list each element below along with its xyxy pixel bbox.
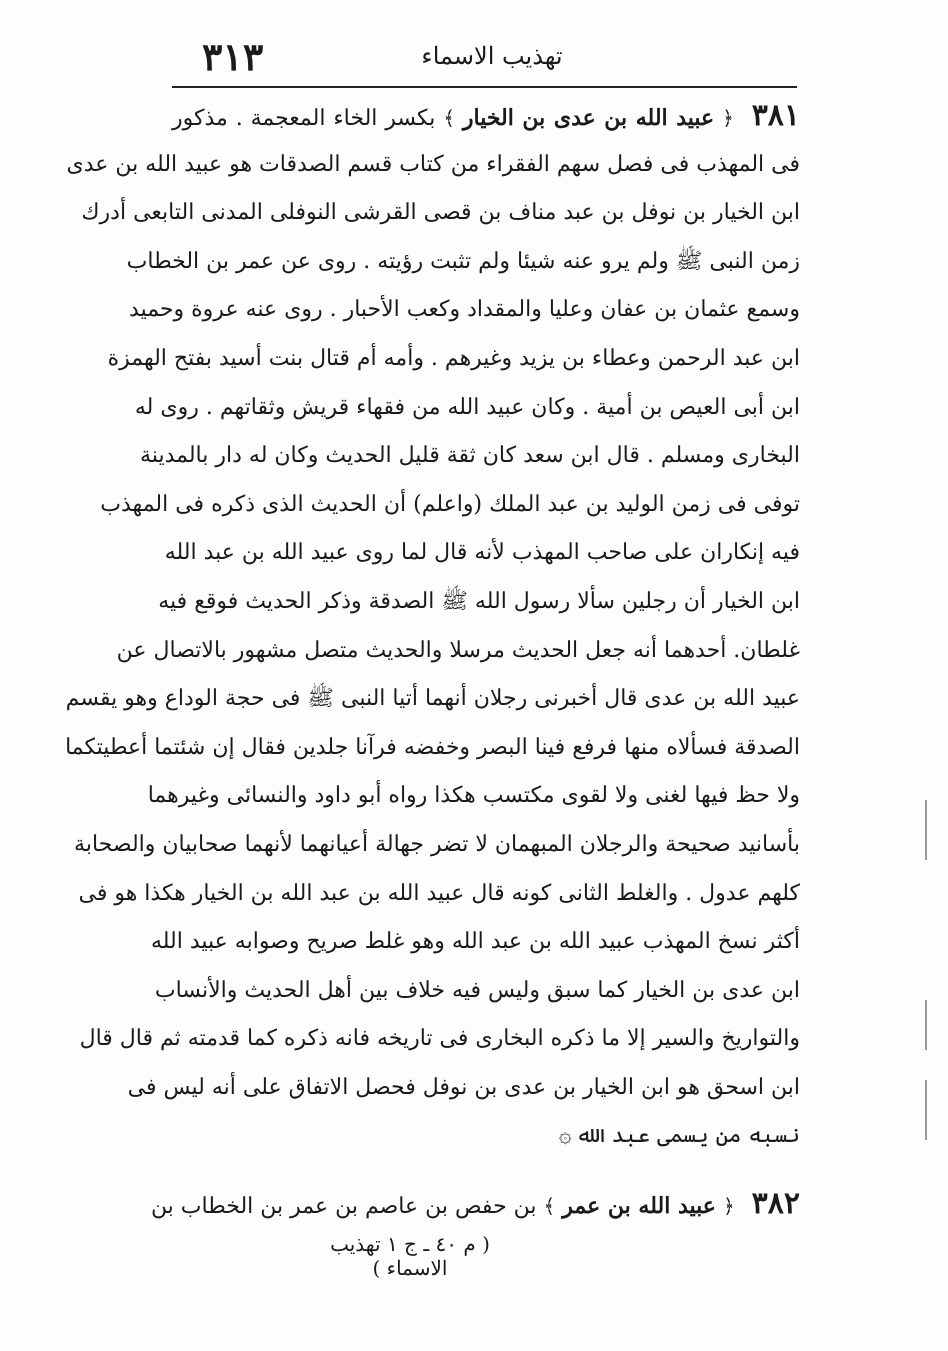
text-line: بن حفص بن عاصم بن عمر بن الخطاب بن — [150, 1194, 537, 1219]
text-line: زمن النبى ﷺ ولم يرو عنه شيئا ولم تثبت رؤيته . روى عن عمر بن الخطاب — [126, 248, 800, 274]
text-line: الصدقة فسألاه منها فرفع فينا البصر وخفضه فرآنا جلدين فقال إن شئتما أعطيتكما — [65, 734, 800, 760]
ornament-close: ﴾ — [443, 106, 455, 130]
text-line: البخارى ومسلم . قال ابن سعد كان ثقة قليل الحديث وكان له دار بالمدينة — [140, 443, 800, 469]
scan-margin-mark — [925, 800, 927, 860]
text-line: بكسر الخاء المعجمة . مذكور — [172, 106, 436, 131]
page-number: ٣١٣ — [202, 34, 264, 79]
text-line: كلهم عدول . والغلط الثانى كونه قال عبيد الله بن عبد الله بن الخيار هكذا هو فى — [78, 880, 800, 906]
text-line: غلطان. أحدهما أنه جعل الحديث مرسلا والحديث متصل مشهور بالاتصال عن — [116, 637, 800, 663]
text-line: ابن عدى بن الخيار كما سبق وليس فيه خلاف بين أهل الحديث والأنساب — [154, 977, 800, 1003]
entry-name: عبيد الله بن عدى بن الخيار — [462, 105, 715, 131]
text-line: والتواريخ والسير إلا ما ذكره البخارى فى تاريخه فانه ذكره كما قدمته ثم قال قال — [79, 1026, 800, 1052]
ornament-open: ﴿ — [722, 1194, 735, 1218]
text-line: ابن اسحق هو ابن الخيار بن عدى بن نوفل فحصل الاتفاق على أنه ليس فى — [127, 1074, 800, 1100]
entry-name: عبيد الله بن عمر — [562, 1193, 716, 1219]
text-line: بأسانيد صحيحة والرجلان المبهمان لا تضر جهالة أعيانهما لأنهما صحابيان والصحابة — [74, 831, 800, 857]
text-line: توفى فى زمن الوليد بن عبد الملك (واعلم) أن الحديث الذى ذكره فى المهذب — [100, 491, 800, 517]
entry-382 — [150, 1180, 800, 1229]
scan-margin-mark — [925, 1080, 927, 1140]
text-line: وسمع عثمان بن عفان وعليا والمقداد وكعب الأحبار . روى عنه عروة وحميد — [129, 297, 800, 323]
scan-margin-mark — [925, 1000, 927, 1050]
entry-number: ٣٨١ — [751, 98, 801, 133]
ornament-open: ﴿ — [722, 106, 734, 130]
text-line: فى المهذب فى فصل سهم الفقراء من كتاب قسم الصدقات هو عبيد الله بن عدى — [66, 151, 800, 177]
running-title: تهذيب الاسماء — [421, 42, 563, 70]
text-line: ابن الخيار بن نوفل بن عبد مناف بن قصى القرشى النوفلى المدنى التابعى أدرك — [81, 200, 800, 226]
signature-mark: ( م ٤٠ ـ ج ١ تهذيب الاسماء ) — [330, 1232, 490, 1280]
entry-382-heading-line — [150, 1180, 800, 1229]
entry-381 — [65, 92, 801, 1161]
entry-381-heading-line — [172, 92, 800, 141]
text-line: أكثر نسخ المهذب عبيد الله بن عبد الله وهو غلط صريح وصوابه عبيد الله — [150, 929, 800, 955]
text-line: نسبه من يسمى عبد الله ۞ — [558, 1123, 800, 1149]
page-header — [172, 28, 797, 82]
text-line: عبيد الله بن عدى قال أخبرنى رجلان أنهما أتيا النبى ﷺ فى حجة الوداع وهو يقسم — [65, 686, 800, 712]
entry-number: ٣٨٢ — [751, 1186, 800, 1221]
text-line: ابن الخيار أن رجلين سألا رسول الله ﷺ الصدقة وذكر الحديث فوقع فيه — [158, 588, 800, 614]
text-line: ولا حظ فيها لغنى ولا لقوى مكتسب هكذا رواه أبو داود والنسائى وغيرهما — [147, 783, 800, 809]
ornament-close: ﴾ — [543, 1194, 556, 1218]
text-line: فيه إنكاران على صاحب المهذب لأنه قال لما روى عبيد الله بن عبد الله — [164, 540, 800, 566]
text-line: ابن أبى العيص بن أمية . وكان عبيد الله من فقهاء قريش وثقاتهم . روى له — [134, 394, 800, 420]
text-line: ابن عبد الرحمن وعطاء بن يزيد وغيرهم . وأمه أم قتال بنت أسيد بفتح الهمزة — [107, 345, 800, 371]
header-rule — [172, 86, 797, 88]
